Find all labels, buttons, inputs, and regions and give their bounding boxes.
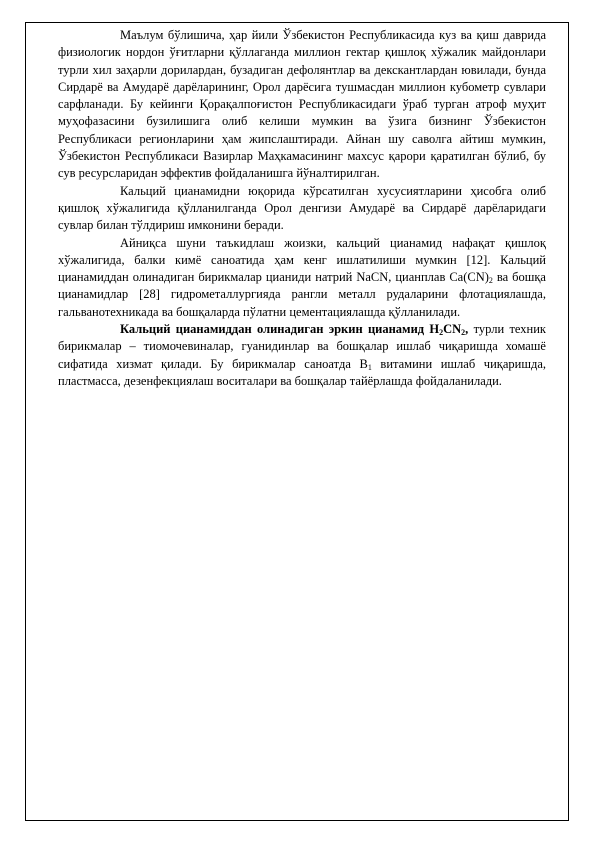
paragraph-4-bold-lead: [120, 322, 468, 336]
bold-text: ,: [465, 322, 469, 337]
paragraph-4-text-cont: витамини ишлаб чиқаришда, пластмасса, дезенфекциялаш воситалари ва бошқалар тайёрлашда фойдаланилади.: [58, 356, 546, 388]
subscript: 2: [439, 328, 444, 338]
paragraph-3-text-cont: ва бошқа цианамидлар [28] гидрометаллургияда рангли металл рудаларини флотациялашда, гальванотехникада ва бошқаларда пўлатни цементациялашда қўлланилади.: [58, 270, 546, 319]
bold-text: Кальций цианамиддан олинадиган эркин цианамид H: [120, 322, 440, 337]
paragraph-4-text: турли техник бирикмалар – тиомочевиналар, гуанидинлар ва бошқалар ишлаб чиқаришда хомашё сифатида хизмат қилади. Бу бирикмалар саноатда B: [58, 322, 546, 371]
bold-text: CN: [443, 322, 462, 337]
subscript: 1: [367, 362, 372, 372]
document-body: [58, 27, 546, 390]
paragraph-3: [58, 235, 546, 321]
subscript: 2: [488, 276, 493, 286]
paragraph-3-text: Айниқса шуни таъкидлаш жоизки, кальций цианамид нафақат қишлоқ хўжалигида, балки кимё саноатида ҳам кенг ишлатилиши мумкин [12]. Кальций цианамиддан олинадиган бирикмалар цианиди натрий NaCN, цианплав Ca(CN): [58, 235, 546, 285]
paragraph-2: Кальций цианамидни юқорида кўрсатилган хусусиятларини ҳисобга олиб қишлоқ хўжалигида қўлланилганда Орол денгизи Амударё ва Сирдарё дарёларидаги сувлар билан тўлдириш имконини беради.: [58, 183, 546, 233]
paragraph-1: Маълум бўлишича, ҳар йили Ўзбекистон Республикасида куз ва қиш даврида физиологик нордон ўғитларни қўллаганда миллион гектар қишлоқ хўжалик майдонлари турли хил заҳарли дорилардан, бузадиган дефолянтлар ва декскантлардан ювилади, бунда Сирдарё ва Амударё дарёларининг, Орол дарёсига тушмасдан миллион кубометр сувлари сарфланади. Бу кейинги Қорақалпоғистон Республикасидаги ўраб турган атроф муҳит муҳофазасини бузилишига олиб келиши мумкин ва ўзига бизнинг Ўзбекистон Республикаси регионларини ҳам жипслаштиради. Айнан шу саволга айтиш мумкин, Ўзбекистон Республикаси Вазирлар Маҳкамасининг махсус қарори қаратилган бўлиб, бу сув ресурсларидан эффектив фойдаланишга йўналтирилган.: [58, 28, 546, 181]
subscript: 2: [461, 328, 466, 338]
paragraph-4: [58, 321, 546, 390]
